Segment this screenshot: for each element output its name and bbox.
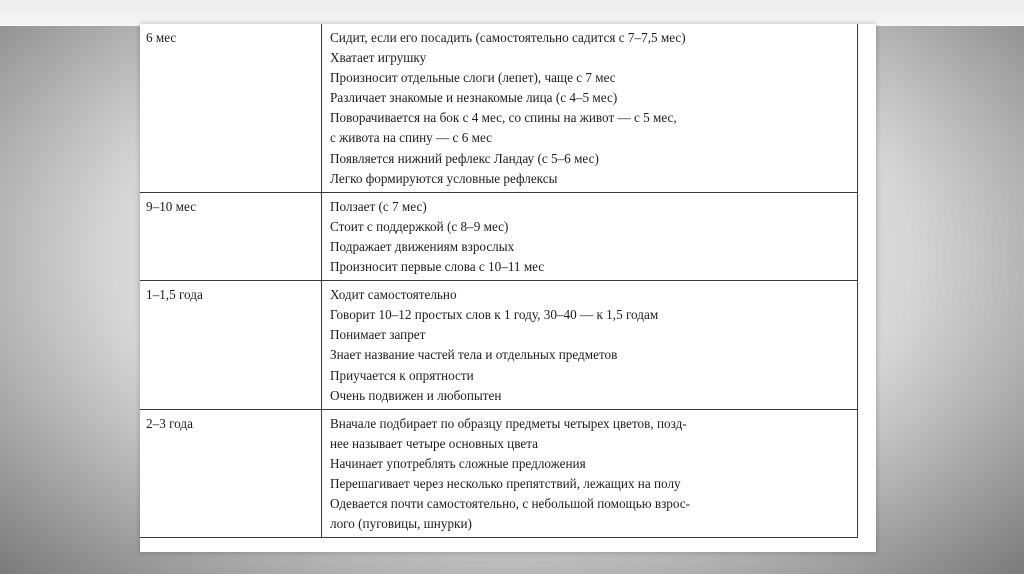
age-cell: 2–3 года xyxy=(140,409,322,538)
slide-page xyxy=(140,24,876,552)
milestone-line: Стоит с поддержкой (с 8–9 мес) xyxy=(330,218,509,234)
milestone-line: Приучается к опрятности xyxy=(330,367,474,383)
milestones-cell xyxy=(322,409,858,538)
milestone-line: Перешагивает через несколько препятствий, лежащих на полу xyxy=(330,475,681,491)
milestone-line: Ходит самостоятельно xyxy=(330,287,457,303)
milestone-line: Вначале подбирает по образцу предметы четырех цветов, позд- xyxy=(330,415,687,431)
age-cell: 6 мес xyxy=(140,24,322,192)
milestone-line: Различает знакомые и незнакомые лица (с 4–5 мес) xyxy=(330,90,618,106)
milestone-line: Хватает игрушку xyxy=(330,50,427,66)
table-row xyxy=(140,409,858,538)
milestone-line: Появляется нижний рефлекс Ландау (с 5–6 мес) xyxy=(330,150,599,166)
milestones-cell xyxy=(322,192,858,280)
milestone-line: Легко формируются условные рефлексы xyxy=(330,170,558,186)
milestones-cell xyxy=(322,281,858,410)
age-cell: 1–1,5 года xyxy=(140,281,322,410)
milestone-line: Одевается почти самостоятельно, с небольшой помощью взрос- xyxy=(330,496,691,512)
scan-strip xyxy=(0,0,1024,26)
milestone-line: нее называет четыре основных цвета xyxy=(330,435,539,451)
milestone-line: Поворачивается на бок с 4 мес, со спины на живот — с 5 мес, xyxy=(330,110,677,126)
milestone-line: Произносит отдельные слоги (лепет), чаще с 7 мес xyxy=(330,70,616,86)
milestone-line: лого (пуговицы, шнурки) xyxy=(330,516,472,532)
age-cell: 9–10 мес xyxy=(140,192,322,280)
milestones-cell xyxy=(322,24,858,192)
milestone-line: с живота на спину — с 6 мес xyxy=(330,130,492,146)
milestone-line: Начинает употреблять сложные предложения xyxy=(330,455,586,471)
milestone-line: Сидит, если его посадить (самостоятельно садится с 7–7,5 мес) xyxy=(330,30,686,45)
milestone-line: Говорит 10–12 простых слов к 1 году, 30–40 — к 1,5 годам xyxy=(330,307,659,323)
milestone-line: Ползает (с 7 мес) xyxy=(330,198,427,214)
milestone-line: Подражает движениям взрослых xyxy=(330,238,515,254)
milestone-line: Знает название частей тела и отдельных предметов xyxy=(330,347,618,363)
table-row xyxy=(140,281,858,410)
development-table xyxy=(140,24,858,538)
milestone-line: Произносит первые слова с 10–11 мес xyxy=(330,259,545,275)
milestone-line: Очень подвижен и любопытен xyxy=(330,387,502,403)
table-row xyxy=(140,192,858,280)
table-row xyxy=(140,24,858,192)
milestone-line: Понимает запрет xyxy=(330,327,426,343)
